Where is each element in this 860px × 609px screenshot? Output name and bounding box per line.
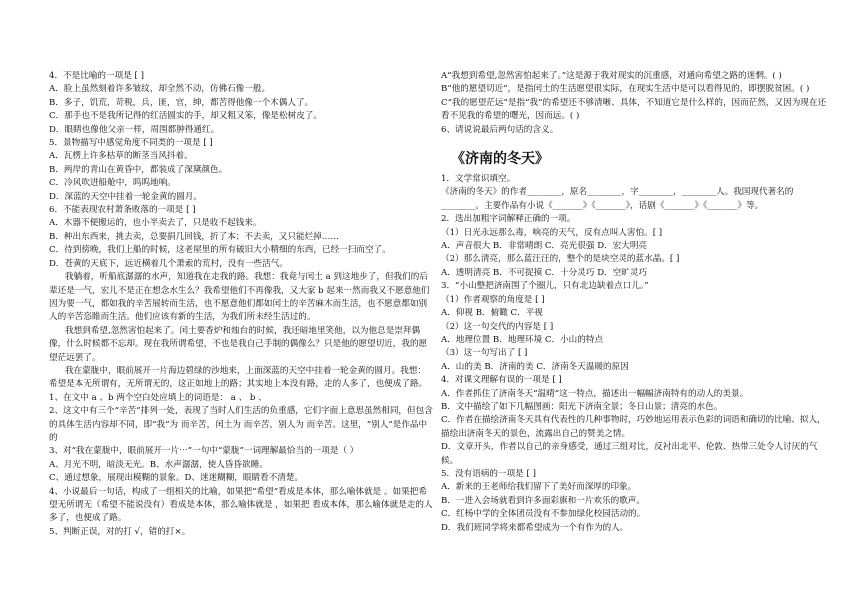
- text-line: A．脸上虽然刻着许多皱纹，却全然不动，仿佛石像一般。: [49, 84, 271, 95]
- text-line: A．新来的王老师给我们留下了美好而深厚的印象。: [441, 482, 637, 493]
- left-column: [49, 70, 434, 539]
- text-line: B．两岸的青山在黄昏中，都装成了深黛颜色。: [49, 164, 228, 175]
- text-line: C．作者在描绘济南冬天具有代表性的几种事物时，巧妙地运用表示色彩的词语和确切的比喻、拟人，描绘出济南冬天的景色，流露出自己的赞美之情。: [441, 415, 826, 439]
- right-column: [441, 70, 829, 535]
- text-line: D．文章开头，作者以自己的亲身感受，通过三组对比，反衬出北平、伦敦、热带三处令人讨厌的气候。: [441, 442, 818, 466]
- text-line: C．待到傍晚，我们上船的时候，这老屋里的所有破旧大小精细的东西，已经一扫而空了。: [49, 245, 391, 256]
- text-line: 5、判断正误，对的打 √，错的打×。: [49, 526, 191, 537]
- text-line: 1．文学常识填空。: [441, 174, 516, 185]
- text-line: 1、在文中 a 、b 两个空白处应填上的词语是： a 、 b 、: [49, 392, 267, 403]
- text-line: B．一进入会场就看到许多面彩旗和一片欢乐的歌声。: [441, 495, 645, 506]
- text-line: A．声音很大 B．非常晴朗 C．亮光很强 D．宏大明亮: [441, 241, 648, 252]
- text-line: （1）日光永远那么毒，响亮的天气，反有点叫人害怕。[ ]: [441, 227, 663, 238]
- text-line: 5．没有语病的一项是 [ ]: [441, 468, 536, 479]
- text-line: 2．选出加粗字词解释正确的一项。: [441, 214, 576, 225]
- text-line: A．作者抓住了济南冬天“温晴”这一特点，描述出一幅幅济南特有的动人的美景。: [441, 388, 749, 399]
- text-line: 6．不能表现农村萧条败落的一项是 [ ]: [49, 205, 196, 216]
- text-line: 我躺着，听船底潺潺的水声，知道我在走我的路。我想：我竟与闰土 a 到这地步了，但我们的后辈还是一气，宏儿不是正在想念水生么？我希望他们不再像我，又大家 b 起来⋯然而我又不愿意他们因为要一气，都如我的辛苦展转而生活，也不愿意他们都如闰土的辛苦麻木而生活，也不愿意都如别人的辛苦恣睢而生活。他们应该有新的生活，为我们所未经生活过的。: [49, 272, 430, 323]
- right-column-bottom: [441, 173, 829, 535]
- text-line: 我想到希望,忽然害怕起来了。闰土要香炉和烛台的时候，我还暗地里笑他，以为他总是崇拜偶像，什么时候都不忘却。现在我所谓希望，不也是我自己手制的偶像么？只是他的愿望切近，我的愿望茫远罢了。: [49, 325, 428, 363]
- text-line: A．仰视 B．俯瞰 C．平视: [441, 308, 543, 319]
- text-line: A“我想到希望,忽然害怕起来了。”这是源于我对现实的沉重感，对通向希望之路的迷惘。( ): [441, 71, 782, 81]
- text-line: 4．对课文理解有误的一项是 [ ]: [441, 375, 562, 386]
- text-line: 3、对“我在蒙胧中，眼前展开一片⋯”一句中“蒙胧”一词理解最恰当的一项是（ ）: [49, 446, 359, 457]
- text-line: B．种出东西来，挑去卖，总要捐几回钱，折了本；不去卖，又只能烂掉……: [49, 231, 339, 242]
- text-line: 4、小说最后一句话，构成了一组相关的比喻，如果把“希望”看成是本体，那么喻体就是 。如果把希望无所谓无（希望不能说没有）看成是本体，那么喻体就是 ，如果把 看成本体，那么喻体就是走的人多了，也便成了路。: [49, 486, 433, 524]
- text-line: A．山的美 B．济南的美 C．济南冬天温暖的原因: [441, 361, 629, 372]
- text-line: 5．景物描写中感觉角度不同类的一项是 [ ]: [49, 138, 213, 149]
- text-line: D．眼睛也像他父亲一样，周围都肿得通红。: [49, 124, 220, 135]
- text-line: 6、请说说最后两句话的含义。: [441, 124, 559, 135]
- text-line: B“他的愿望切近”，是指闰土的生活愿望很实际，在现实生活中是可以看得见的，即摆脱贫困。( ): [441, 84, 810, 95]
- text-line: 4．不是比喻的一项是 [ ]: [49, 71, 144, 81]
- text-line: D．苍黄的天底下，远近横着几个萧索的荒村，没有一些活气。: [49, 258, 288, 269]
- text-line: A、月光不明，暗淡无光。B、水声潺潺，使人昏昏欲睡。: [49, 459, 268, 470]
- text-line: 2、这文中有三个“辛苦”排列一处，表现了当时人们生活的负重感，它们字面上意思虽然相同，但包含的具体生活内容却不同，即“我”为 而辛苦，闰土为 而辛苦，别人为 而辛苦。这里，“别人”是作品中的: [49, 406, 433, 443]
- text-line: C“我的愿望茫远”是指“我”的希望还不够清晰、具体，不知道它是什么样的，因而茫然，又因为现在还看不见我的希望的曙光，因而远。( ): [441, 97, 827, 122]
- text-line: 《济南的冬天》的作者________，原名________，字________，________人。我国现代著名的________。主要作品有小说《_______》《_______》，话剧《_______》《_______》等。: [441, 187, 794, 211]
- text-line: （3）这一句写出了 [ ]: [441, 348, 528, 359]
- text-line: （2）那么清亮，那么蓝汪汪的，整个的是块空灵的蓝水晶。[ ]: [441, 254, 680, 265]
- right-column-top: [441, 70, 829, 137]
- text-line: 我在蒙胧中，眼前展开一片海边碧绿的沙地来，上面深蓝的天空中挂着一轮金黄的圆月。我想：希望是本无所谓有，无所谓无的，这正如地上的路；其实地上本没有路，走的人多了，也便成了路。: [49, 365, 428, 390]
- text-line: A．透明清亮 B．不可捉摸 C．十分灵巧 D．空旷灵巧: [441, 267, 648, 278]
- text-line: C．那手也不是我所记得的红活圆实的手，却又粗又笨，像是松树皮了。: [49, 111, 322, 122]
- text-line: C．冷风吹进船舱中，呜呜地响。: [49, 178, 176, 189]
- text-line: A．地理位置 B．地理环境 C．小山的特点: [441, 334, 604, 345]
- text-line: B．多子，饥荒，苛税，兵，匪，官，绅，都苦得他像一个木偶人了。: [49, 97, 314, 108]
- text-line: （2）这一句交代的内容是 [ ]: [441, 321, 554, 332]
- text-line: B．文中描绘了如下几幅图画：阳光下济南全景；冬日山景；清亮的水色。: [441, 401, 723, 412]
- text-line: （1）作者观察的角度是 [ ]: [441, 294, 545, 305]
- text-line: D．我们班同学将来都希望成为一个有作为的人。: [441, 522, 629, 533]
- text-line: D．深蓝的天空中挂着一轮金黄的圆月。: [49, 191, 202, 202]
- text-line: C．红杨中学的全体团员没有不参加绿化校园活动的。: [441, 509, 646, 520]
- text-line: C、通过想象，展现出模糊的景象。D、迷迷糊糊，眼睛看不清楚。: [49, 473, 304, 484]
- text-line: A．瓦楞上许多枯草的断茎当风抖着。: [49, 151, 193, 162]
- section-title: 《济南的冬天》: [451, 151, 549, 168]
- text-line: A．木器不便搬运的，也小半卖去了，只是收不起钱来。: [49, 218, 262, 229]
- text-line: 3．“小山整把济南围了个圈儿，只有北边缺着点口儿。”: [441, 281, 649, 292]
